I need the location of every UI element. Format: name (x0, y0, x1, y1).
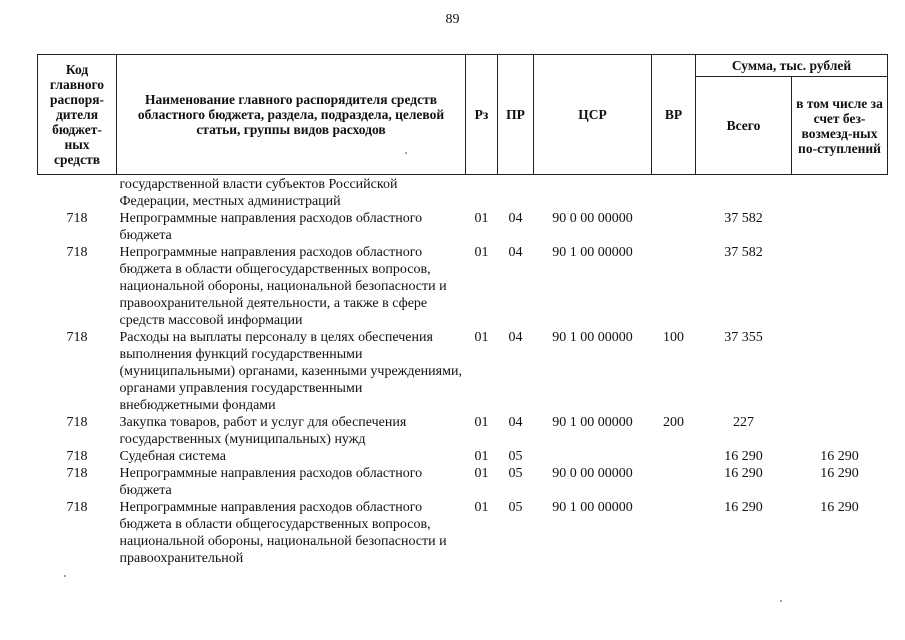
cell-code: 718 (66, 500, 88, 515)
table-row (38, 414, 888, 448)
page-number: 89 (445, 12, 460, 27)
cell-vr (652, 210, 696, 244)
cell-free (792, 329, 888, 414)
cell-pr: 05 (508, 449, 523, 464)
cell-vr: 200 (663, 415, 684, 430)
header-free: в том числе за счет без-возмезд-ных по-ступлений (792, 77, 888, 175)
cell-code: 718 (66, 245, 88, 260)
table-row (38, 244, 888, 329)
table-row (38, 465, 888, 499)
cell-pr: 05 (508, 500, 523, 515)
table-row (38, 329, 888, 414)
cell-rz: 01 (474, 211, 489, 226)
cell-vr: 100 (663, 330, 684, 345)
cell-total: 16 290 (724, 466, 763, 481)
cell-code: 718 (66, 449, 88, 464)
cell-total (696, 175, 792, 211)
cell-free (792, 210, 888, 244)
cell-total: 227 (733, 415, 754, 430)
table-row (38, 448, 888, 465)
cell-free: 16 290 (820, 500, 859, 515)
header-vr: ВР (652, 55, 696, 175)
budget-table (37, 54, 888, 567)
cell-name: Непрограммные направления расходов областного бюджета в области общегосударственных вопросов, национальной обороны, национальной безопасности и правоохранительной деятельности, а также в сфере средств массовой информации (119, 245, 447, 328)
cell-free: 16 290 (820, 449, 859, 464)
cell-total: 16 290 (724, 500, 763, 515)
cell-free: 16 290 (820, 466, 859, 481)
cell-total: 37 355 (724, 330, 763, 345)
cell-free (792, 244, 888, 329)
cell-vr (652, 175, 696, 211)
cell-vr (652, 499, 696, 567)
cell-csr: 90 1 00 00000 (552, 245, 633, 260)
cell-total: 16 290 (724, 449, 763, 464)
cell-pr: 04 (508, 211, 523, 226)
cell-rz: 01 (474, 449, 489, 464)
cell-name: Закупка товаров, работ и услуг для обеспечения государственных (муниципальных) нужд (119, 415, 407, 447)
scan-speck (405, 152, 407, 154)
cell-code: 718 (66, 415, 88, 430)
cell-name: Непрограммные направления расходов областного бюджета в области общегосударственных вопросов, национальной обороны, национальной безопасности и правоохранительной (119, 500, 447, 566)
cell-code: 718 (66, 466, 88, 481)
cell-csr: 90 1 00 00000 (552, 415, 633, 430)
table-header (38, 55, 888, 175)
cell-pr: 04 (508, 415, 523, 430)
header-code: Код главного распоря-дителя бюджет-ных средств (38, 55, 117, 175)
header-pr: ПР (498, 55, 534, 175)
cell-vr (652, 244, 696, 329)
cell-pr: 04 (508, 330, 523, 345)
cell-rz: 01 (474, 466, 489, 481)
cell-vr (652, 448, 696, 465)
cell-name: Судебная система (119, 449, 226, 464)
cell-vr (652, 465, 696, 499)
cell-code (38, 175, 117, 211)
header-sum-group: Сумма, тыс. рублей (696, 55, 888, 77)
cell-csr (534, 448, 652, 465)
cell-total: 37 582 (724, 211, 763, 226)
cell-pr: 04 (508, 245, 523, 260)
cell-code: 718 (66, 211, 88, 226)
cell-name: Непрограммные направления расходов областного бюджета (119, 211, 423, 243)
header-total: Всего (696, 77, 792, 175)
cell-csr: 90 1 00 00000 (552, 330, 633, 345)
header-csr: ЦСР (534, 55, 652, 175)
cell-name: Непрограммные направления расходов областного бюджета (119, 466, 423, 498)
cell-rz: 01 (474, 415, 489, 430)
cell-csr: 90 0 00 00000 (552, 211, 633, 226)
scan-speck (780, 600, 782, 602)
cell-name: Расходы на выплаты персоналу в целях обеспечения выполнения функций государственными (муниципальными) органами, казенными учреждениями, органами управления государственными внебюджетными фондами (119, 330, 462, 413)
header-rz: Рз (466, 55, 498, 175)
header-name: Наименование главного распорядителя средств областного бюджета, раздела, подраздела, целевой статьи, группы видов расходов (117, 55, 466, 175)
scan-speck (64, 575, 66, 577)
cell-pr: 05 (508, 466, 523, 481)
table-row (38, 499, 888, 567)
cell-rz: 01 (474, 245, 489, 260)
cell-rz: 01 (474, 500, 489, 515)
cell-csr: 90 1 00 00000 (552, 500, 633, 515)
cell-total: 37 582 (724, 245, 763, 260)
cell-free (792, 175, 888, 211)
table-row (38, 175, 888, 211)
cell-free (792, 414, 888, 448)
cell-csr: 90 0 00 00000 (552, 466, 633, 481)
cell-pr (498, 175, 534, 211)
cell-rz: 01 (474, 330, 489, 345)
cell-csr (534, 175, 652, 211)
cell-code: 718 (66, 330, 88, 345)
cell-name: государственной власти субъектов Российской Федерации, местных администраций (119, 177, 398, 209)
table-body (38, 175, 888, 568)
cell-rz (466, 175, 498, 211)
table-row (38, 210, 888, 244)
